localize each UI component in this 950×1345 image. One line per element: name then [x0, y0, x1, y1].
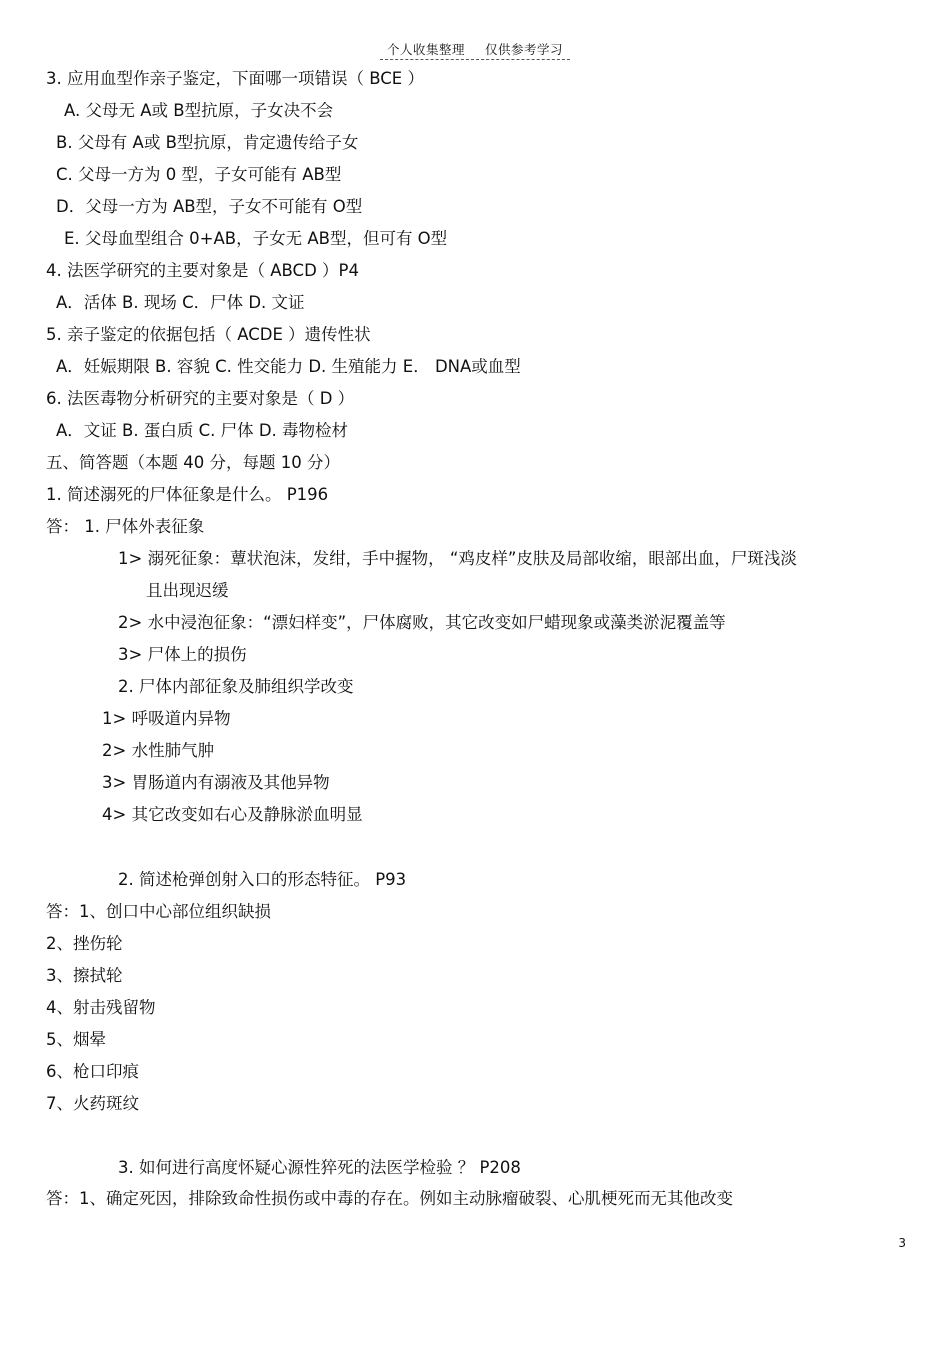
q3-option-a: A. 父母无 A或 B型抗原，子女决不会 [64, 101, 334, 120]
essay-1-point: 1> 呼吸道内异物 [102, 709, 231, 728]
essay-1-point: 2> 水性肺气肿 [102, 741, 215, 760]
essay-1-subheading: 2. 尸体内部征象及肺组织学改变 [118, 677, 354, 696]
q5-question: 5. 亲子鉴定的依据包括（ ACDE ）遗传性状 [46, 325, 371, 344]
q5-options: A．妊娠期限 B. 容貌 C. 性交能力 D. 生殖能力 E． DNA或血型 [56, 357, 521, 376]
essay-2-point: 4、射击残留物 [46, 998, 156, 1017]
essay-2-point: 2、挫伤轮 [46, 934, 123, 953]
header-left: 个人收集整理 [386, 42, 465, 57]
q3-option-b: B. 父母有 A或 B型抗原，肯定遗传给子女 [56, 133, 359, 152]
essay-1-point: 1> 溺死征象：蕈状泡沫，发绀，手中握物， “鸡皮样”皮肤及局部收缩，眼部出血，尸斑浅淡 [118, 549, 797, 568]
essay-1-point: 2> 水中浸泡征象：“漂妇样变”，尸体腐败，其它改变如尸蜡现象或藻类淤泥覆盖等 [118, 613, 726, 632]
q6-options: A．文证 B. 蛋白质 C. 尸体 D. 毒物检材 [56, 421, 349, 440]
q6-question: 6. 法医毒物分析研究的主要对象是（ D ） [46, 389, 355, 408]
essay-3-answer: 答：1、确定死因，排除致命性损伤或中毒的存在。例如主动脉瘤破裂、心肌梗死而无其他改变 [46, 1189, 733, 1208]
q3-option-e: E. 父母血型组合 0+AB，子女无 AB型，但可有 O型 [64, 229, 448, 248]
essay-3-question: 3. 如何进行高度怀疑心源性猝死的法医学检验 ？ P208 [118, 1158, 521, 1177]
header-right: 仅供参考学习 [485, 42, 564, 57]
essay-2-point: 6、枪口印痕 [46, 1062, 139, 1081]
essay-2-point: 7、火药斑纹 [46, 1094, 139, 1113]
section-heading: 五、简答题（本题 40 分，每题 10 分） [46, 453, 340, 472]
q3-option-d: D．父母一方为 AB型，子女不可能有 O型 [56, 197, 363, 216]
page-number: 3 [898, 1236, 906, 1250]
essay-1-question: 1. 简述溺死的尸体征象是什么。 P196 [46, 485, 329, 504]
essay-2-point: 3、擦拭轮 [46, 966, 123, 985]
q3-question: 3. 应用血型作亲子鉴定，下面哪一项错误（ BCE ） [46, 69, 424, 88]
page-header [380, 40, 570, 60]
essay-2-answer: 答：1、创口中心部位组织缺损 [46, 902, 271, 921]
essay-2-question: 2. 简述枪弹创射入口的形态特征。 P93 [118, 870, 407, 889]
essay-1-answer: 答： 1. 尸体外表征象 [46, 517, 205, 536]
q4-question: 4. 法医学研究的主要对象是（ ABCD ）P4 [46, 261, 359, 280]
essay-1-point-cont: 且出现迟缓 [146, 581, 229, 600]
essay-1-point: 4> 其它改变如右心及静脉淤血明显 [102, 805, 363, 824]
essay-2-point: 5、烟晕 [46, 1030, 106, 1049]
q4-options: A．活体 B. 现场 C．尸体 D. 文证 [56, 293, 305, 312]
essay-1-point: 3> 胃肠道内有溺液及其他异物 [102, 773, 330, 792]
essay-1-point: 3> 尸体上的损伤 [118, 645, 247, 664]
q3-option-c: C. 父母一方为 0 型，子女可能有 AB型 [56, 165, 342, 184]
